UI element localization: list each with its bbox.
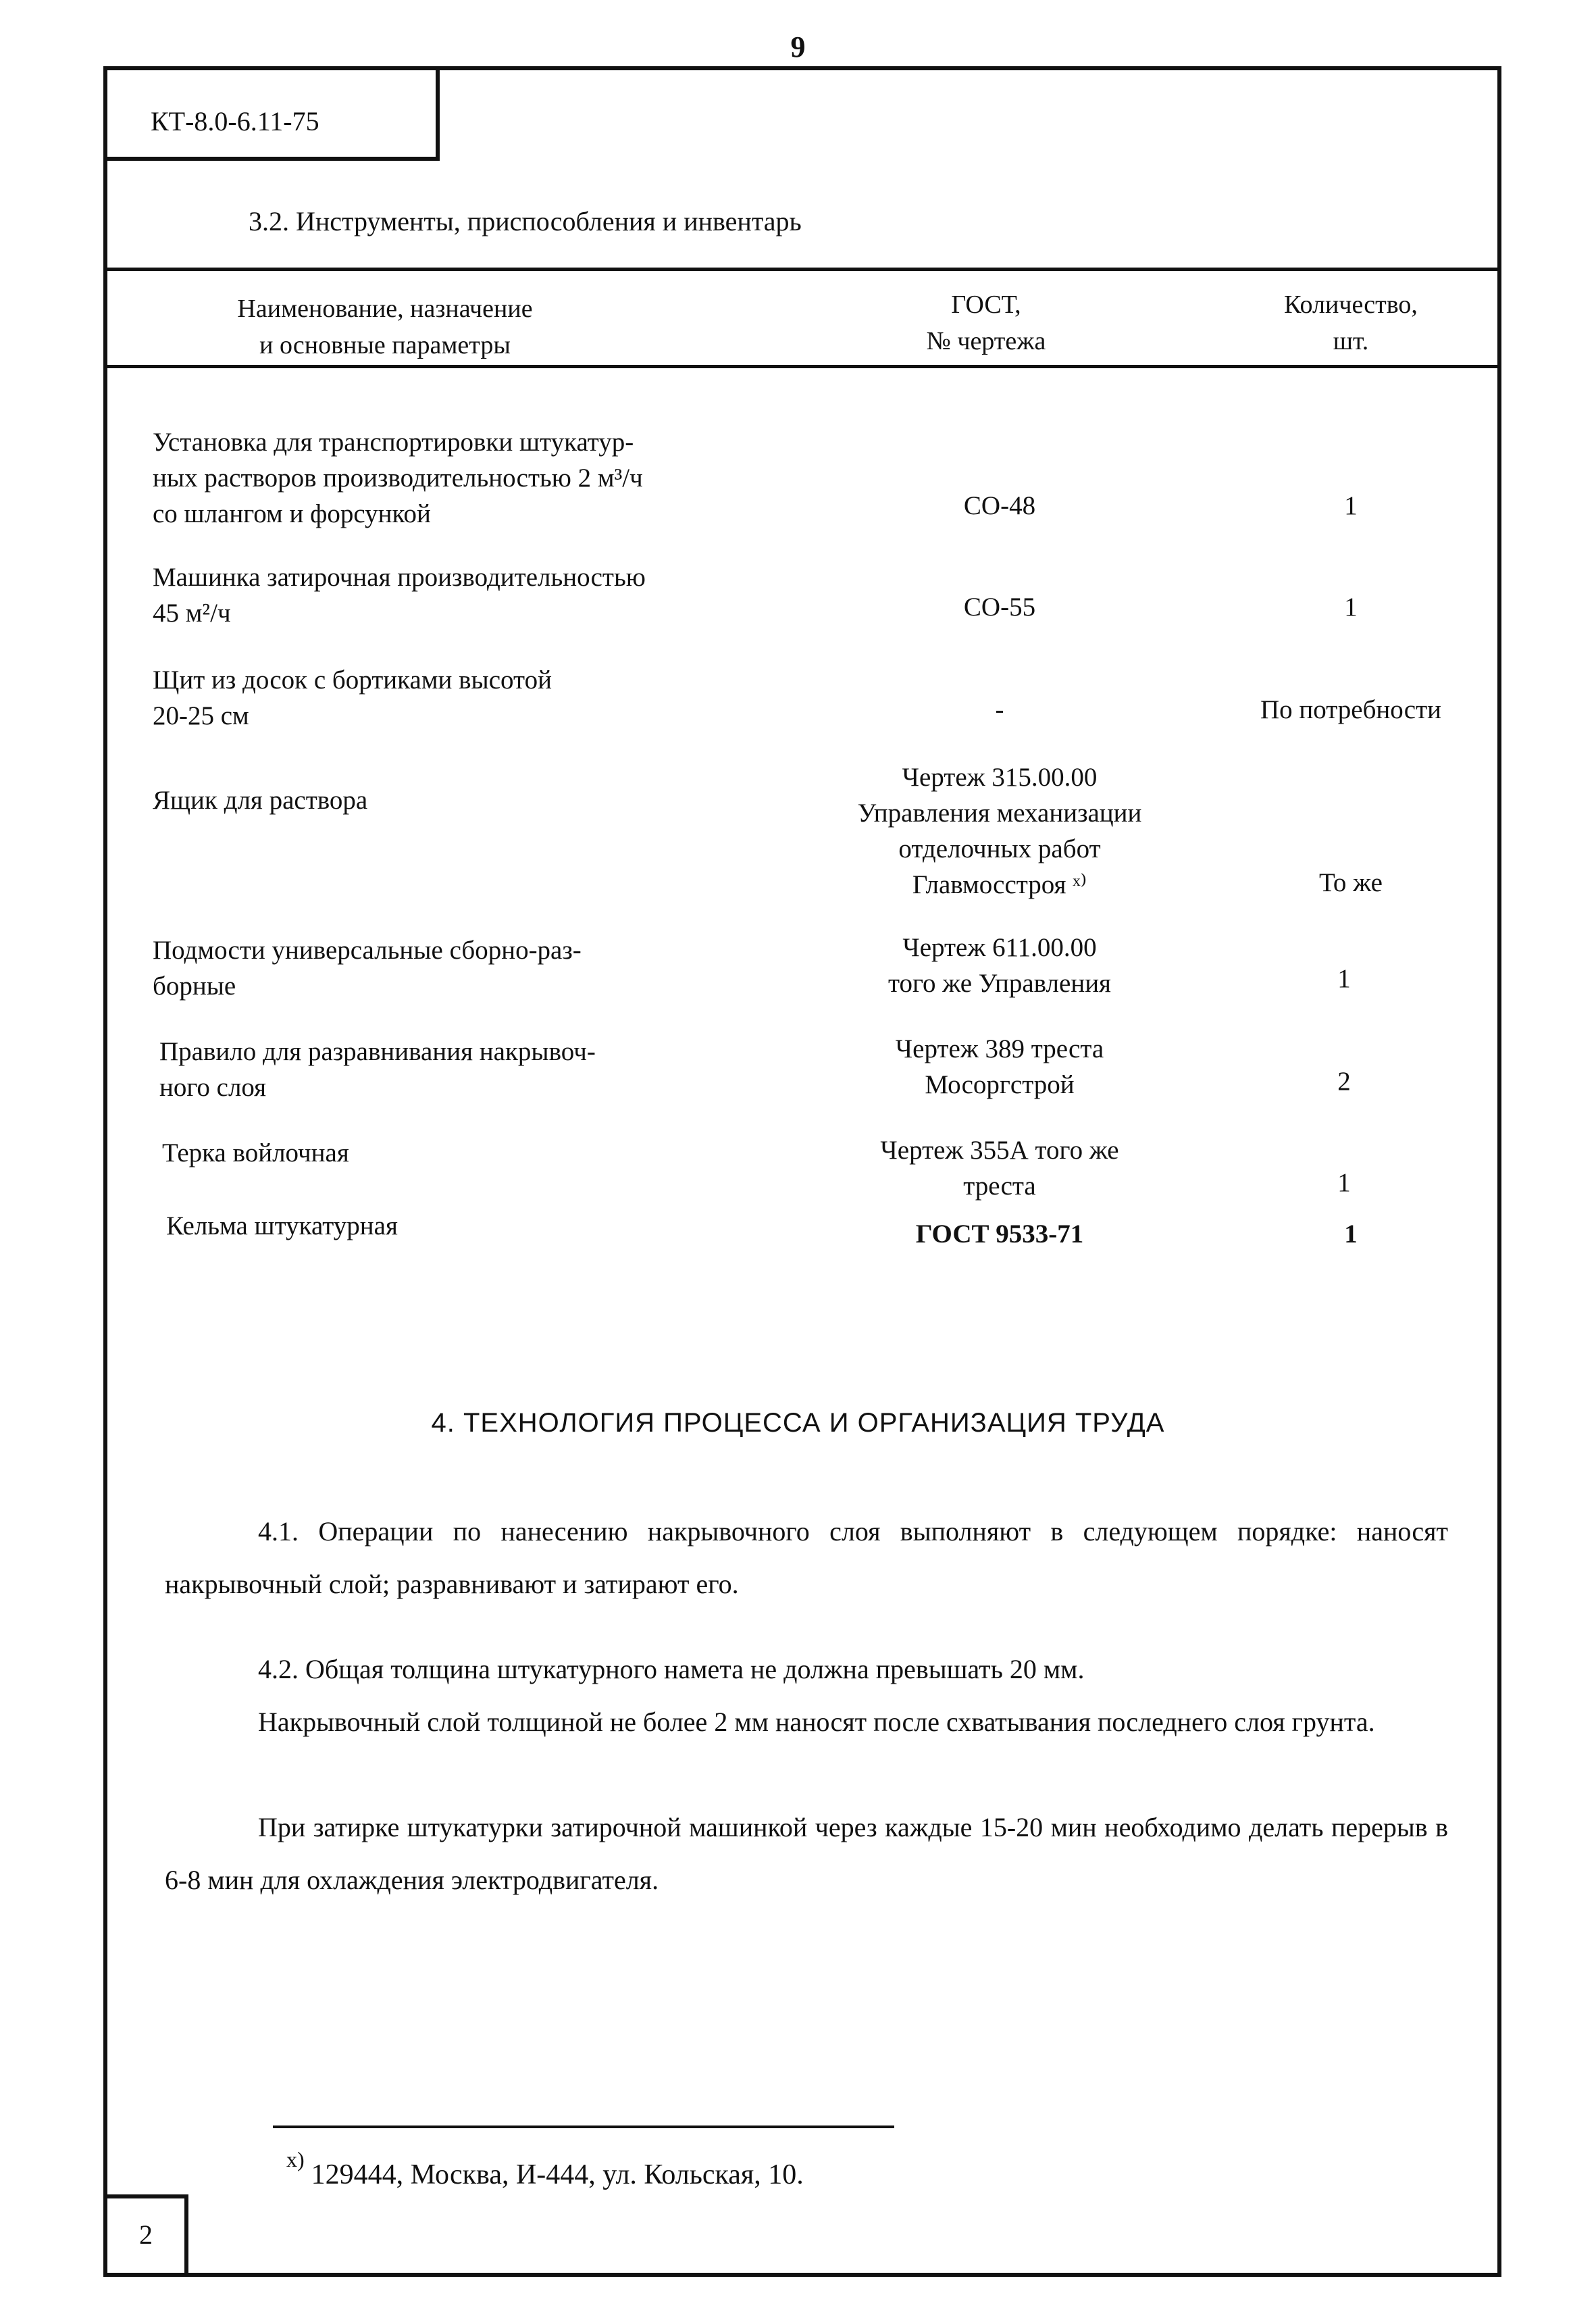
row-name-line: борные xyxy=(153,972,236,1001)
table-row xyxy=(153,932,828,1004)
footnote-rule xyxy=(273,2126,894,2128)
row-gost-line: Чертеж 355А того же xyxy=(880,1136,1119,1165)
page-number: 9 xyxy=(790,30,806,64)
row-qty: 1 xyxy=(1344,593,1358,622)
row-qty: То же xyxy=(1319,868,1383,897)
header-qty-line1: Количество, xyxy=(1284,291,1418,319)
row-name-line: Правило для разравнивания накрывоч- xyxy=(159,1037,596,1066)
row-gost-line: Управления механизации xyxy=(857,799,1142,828)
row-gost-line: Мосоргстрой xyxy=(925,1070,1075,1099)
table-row xyxy=(159,1034,835,1105)
document-code: КТ-8.0-6.11-75 xyxy=(151,106,319,136)
sheet-number-box xyxy=(103,2194,188,2277)
row-gost-line: - xyxy=(995,695,1004,724)
sheet-number: 2 xyxy=(139,2219,153,2250)
paragraph: 4.1. Операции по нанесению накрывочного слоя выполняют в следующем порядке: наносят накрывочный слой; разравнивают и затирают его. xyxy=(165,1516,1448,1599)
section-heading: 3.2. Инструменты, приспособления и инвентарь xyxy=(249,206,802,236)
row-name-line: ного слоя xyxy=(159,1073,267,1102)
row-qty: 1 xyxy=(1337,1168,1351,1197)
row-name-line: 45 м²/ч xyxy=(153,599,231,628)
row-gost xyxy=(810,930,1189,1001)
row-gost xyxy=(810,1031,1189,1103)
row-name-line: Терка войлочная xyxy=(162,1138,349,1167)
row-gost xyxy=(838,488,1162,524)
row-name-line: Машинка затирочная производительностью xyxy=(153,563,646,592)
row-name-line: Кельма штукатурная xyxy=(166,1211,398,1240)
row-gost-line: отделочных работ xyxy=(898,834,1101,863)
row-gost-line: СО-48 xyxy=(963,491,1036,520)
row-gost-line: Чертеж 315.00.00 xyxy=(902,763,1098,792)
main-heading: 4. ТЕХНОЛОГИЯ ПРОЦЕССА И ОРГАНИЗАЦИЯ ТРУДА xyxy=(431,1408,1165,1438)
row-qty: 1 xyxy=(1344,491,1358,520)
table-row xyxy=(153,662,828,734)
row-gost-line: Главмосстроя ˣ⁾ xyxy=(912,870,1087,899)
header-gost-line2: № чертежа xyxy=(926,327,1046,355)
table-top-rule xyxy=(103,268,1501,271)
footnote-mark: x) xyxy=(286,2147,305,2171)
table-row xyxy=(153,782,828,818)
row-gost xyxy=(810,1132,1189,1204)
row-gost xyxy=(838,589,1162,625)
header-name-line1: Наименование, назначение xyxy=(237,295,533,323)
row-gost xyxy=(810,1216,1189,1252)
row-gost xyxy=(838,692,1162,728)
header-gost-column xyxy=(810,286,1162,359)
table-row xyxy=(162,1135,838,1171)
row-name-line: Подмости универсальные сборно-раз- xyxy=(153,936,582,965)
paragraph: Накрывочный слой толщиной не более 2 мм наносят после схватывания последнего слоя грунта. xyxy=(258,1707,1375,1737)
row-gost xyxy=(797,759,1202,903)
footnote xyxy=(286,2147,804,2191)
row-name-line: Установка для транспортировки штукатур- xyxy=(153,428,634,457)
row-name-line: Щит из досок с бортиками высотой xyxy=(153,665,552,695)
row-name-line: Ящик для раствора xyxy=(153,786,368,815)
row-name-line: 20-25 см xyxy=(153,701,249,730)
table-header-rule xyxy=(103,365,1501,368)
header-name-column xyxy=(149,291,621,363)
row-name-line: со шлангом и форсункой xyxy=(153,499,431,528)
row-gost-line: Чертеж 389 треста xyxy=(895,1034,1104,1063)
header-qty-line2: шт. xyxy=(1333,327,1369,355)
row-name-line: ных растворов производительностью 2 м³/ч xyxy=(153,463,643,493)
footnote-text: 129444, Москва, И-444, ул. Кольская, 10. xyxy=(311,2159,804,2190)
row-qty: 1 xyxy=(1344,1219,1358,1249)
row-gost-line: треста xyxy=(963,1172,1036,1201)
paragraph: При затирке штукатурки затирочной машинкой через каждые 15-20 мин необходимо делать перерыв в 6-8 мин для охлаждения электродвигателя. xyxy=(165,1812,1448,1895)
document-code-box xyxy=(103,66,440,161)
table-row xyxy=(166,1208,842,1244)
row-gost-line: ГОСТ 9533-71 xyxy=(915,1219,1084,1249)
table-row xyxy=(153,559,828,631)
row-qty: 1 xyxy=(1337,964,1351,993)
row-qty: 2 xyxy=(1337,1067,1351,1096)
row-gost-line: того же Управления xyxy=(887,969,1111,998)
row-gost-line: Чертеж 611.00.00 xyxy=(902,933,1097,962)
header-gost-line1: ГОСТ, xyxy=(951,291,1021,319)
paragraph: 4.2. Общая толщина штукатурного намета не должна превышать 20 мм. xyxy=(258,1654,1085,1684)
header-name-line2: и основные параметры xyxy=(259,331,511,359)
row-gost-line: СО-55 xyxy=(963,593,1036,622)
header-qty-column xyxy=(1229,286,1472,359)
table-row xyxy=(153,424,828,532)
row-qty: По потребности xyxy=(1260,695,1441,724)
